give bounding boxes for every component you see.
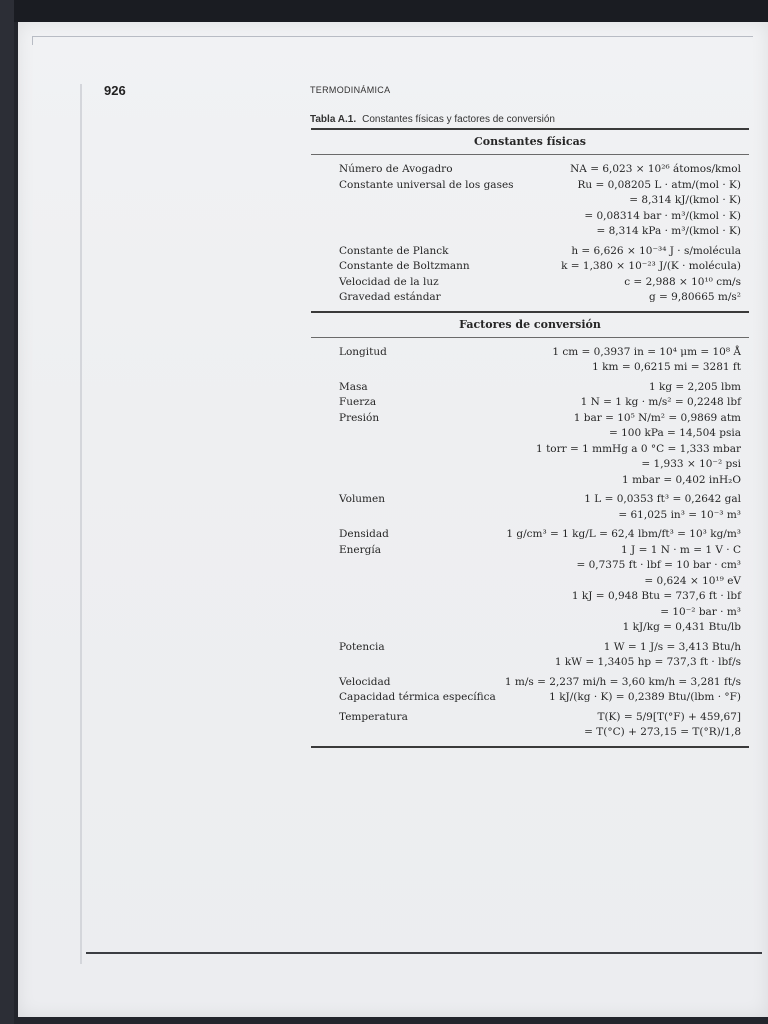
conversions-row: [311, 656, 749, 672]
conversions-row: [311, 528, 749, 544]
conversions-row: [311, 474, 749, 490]
conversions-row: [311, 412, 749, 428]
constants-row-value: = 8,314 kJ/(kmol · K): [629, 194, 741, 206]
conversions-row: [311, 621, 749, 637]
conversions-row: [311, 726, 749, 742]
page-bottom-edge: [86, 952, 762, 954]
conversions-row: [311, 509, 749, 525]
conversions-row-label: Potencia: [339, 640, 385, 653]
constants-row-value: Ru = 0,08205 L · atm/(mol · K): [577, 178, 741, 191]
conversions-row-label: Velocidad: [339, 675, 391, 688]
conversions-row-value: = T(°C) + 273,15 = T(°R)/1,8: [584, 726, 741, 738]
conversions-row-label: Temperatura: [339, 710, 408, 723]
conversions-row-value: 1 torr = 1 mmHg a 0 °C = 1,333 mbar: [536, 442, 741, 455]
constants-row-label: Constante de Boltzmann: [339, 260, 470, 272]
scanner-top-border: [0, 0, 768, 22]
conversions-row: [311, 691, 749, 707]
conversions-row-label: Energía: [339, 543, 381, 556]
conversions-section: [311, 346, 749, 742]
constants-row-value: = 8,314 kPa · m³/(kmol · K): [596, 225, 741, 237]
constants-heading: Constantes físicas: [474, 135, 586, 148]
conversions-row-label: Masa: [339, 380, 368, 393]
previous-page-edge: [32, 36, 753, 45]
running-head: TERMODINÁMICA: [310, 85, 391, 95]
conversions-row-value: 1 W = 1 J/s = 3,413 Btu/h: [603, 640, 741, 653]
constants-row: [311, 163, 749, 179]
conversions-row-value: T(K) = 5/9[T(°F) + 459,67]: [597, 710, 741, 723]
conversions-row-label: Longitud: [339, 345, 387, 358]
table-caption: [310, 114, 555, 125]
conversions-row: [311, 396, 749, 412]
conversions-row-value: 1 m/s = 2,237 mi/h = 3,60 km/h = 3,281 ft/s: [504, 675, 741, 688]
conversions-row: [311, 544, 749, 560]
conversions-row: [311, 443, 749, 459]
conversions-heading: Factores de conversión: [459, 317, 601, 331]
constants-row-value: c = 2,988 × 10¹⁰ cm/s: [624, 275, 741, 288]
conversions-row-label: Volumen: [339, 493, 385, 505]
constants-row-value: h = 6,626 × 10⁻³⁴ J · s/molécula: [571, 244, 741, 257]
conversions-row: [311, 559, 749, 575]
constants-section: [311, 163, 749, 307]
conversions-row-value: 1 bar = 10⁵ N/m² = 0,9869 atm: [573, 411, 741, 424]
constants-row: [311, 276, 749, 292]
conversions-row-value: 1 kJ = 0,948 Btu = 737,6 ft · lbf: [571, 590, 741, 602]
conversions-row: [311, 427, 749, 443]
constants-row-label: Número de Avogadro: [339, 163, 453, 175]
conversions-row-label: Fuerza: [339, 396, 377, 408]
constants-row: [311, 210, 749, 226]
conversions-row: [311, 641, 749, 657]
conversions-row: [311, 458, 749, 474]
conversions-row-label: Presión: [339, 411, 380, 424]
constants-row: [311, 194, 749, 210]
constants-row-value: k = 1,380 × 10⁻²³ J/(K · molécula): [561, 260, 741, 272]
conversions-row: [311, 381, 749, 397]
conversions-row-value: = 1,933 × 10⁻² psi: [641, 458, 741, 470]
page-fold-shadow: [80, 84, 82, 964]
constants-row: [311, 291, 749, 307]
conversions-row-value: 1 cm = 0,3937 in = 10⁴ μm = 10⁸ Å: [552, 345, 741, 358]
constants-row-label: Gravedad estándar: [339, 291, 441, 303]
conversions-row-value: 1 g/cm³ = 1 kg/L = 62,4 lbm/ft³ = 10³ kg/m³: [506, 528, 741, 540]
conversions-row: [311, 590, 749, 606]
conversions-row-value: = 61,025 in³ = 10⁻³ m³: [618, 508, 741, 521]
constants-row-label: Velocidad de la luz: [339, 275, 439, 288]
table-caption-text: Constantes físicas y factores de conversión: [362, 114, 555, 125]
conversions-row: [311, 676, 749, 692]
constants-row-label: Constante de Planck: [339, 244, 449, 257]
constants-row: [311, 225, 749, 241]
conversions-row-value: = 0,7375 ft · lbf = 10 bar · cm³: [576, 559, 741, 571]
conversions-row: [311, 493, 749, 509]
conversions-row-value: = 0,624 × 10¹⁹ eV: [644, 574, 741, 587]
conversions-row-value: = 10⁻² bar · m³: [660, 605, 741, 618]
page-number: 926: [104, 83, 126, 98]
table-bottom-rule: [311, 746, 749, 748]
conversions-row-value: = 100 kPa = 14,504 psia: [608, 427, 741, 439]
conversions-row-value: 1 kJ/kg = 0,431 Btu/lb: [622, 621, 741, 633]
conversions-row: [311, 606, 749, 622]
constants-row-value: g = 9,80665 m/s²: [648, 291, 741, 303]
scanner-left-border: [0, 0, 14, 1024]
conversions-row: [311, 361, 749, 377]
conversions-row-value: 1 mbar = 0,402 inH₂O: [622, 473, 741, 486]
constants-row: [311, 179, 749, 195]
conversions-row-value: 1 J = 1 N · m = 1 V · C: [621, 543, 741, 556]
conversions-row-label: Densidad: [339, 528, 389, 540]
conversions-row-value: 1 kg = 2,205 lbm: [648, 380, 741, 393]
constants-conversion-table: [311, 128, 749, 748]
constants-row: [311, 245, 749, 261]
conversions-row-value: 1 km = 0,6215 mi = 3281 ft: [592, 361, 741, 373]
conversions-row: [311, 575, 749, 591]
constants-row-label: Constante universal de los gases: [339, 178, 514, 191]
conversions-row-value: 1 kJ/(kg · K) = 0,2389 Btu/(lbm · °F): [549, 691, 741, 703]
conversions-row-label: Capacidad térmica específica: [339, 691, 496, 703]
conversions-row-value: 1 L = 0,0353 ft³ = 0,2642 gal: [584, 493, 741, 505]
conversions-row-value: 1 kW = 1,3405 hp = 737,3 ft · lbf/s: [554, 656, 741, 668]
conversions-row: [311, 711, 749, 727]
constants-row-value: NA = 6,023 × 10²⁶ átomos/kmol: [570, 163, 741, 175]
table-caption-label: Tabla A.1.: [310, 114, 357, 125]
conversions-row-value: 1 N = 1 kg · m/s² = 0,2248 lbf: [580, 396, 741, 408]
constants-row: [311, 260, 749, 276]
conversions-row: [311, 346, 749, 362]
constants-row-value: = 0,08314 bar · m³/(kmol · K): [584, 209, 741, 222]
